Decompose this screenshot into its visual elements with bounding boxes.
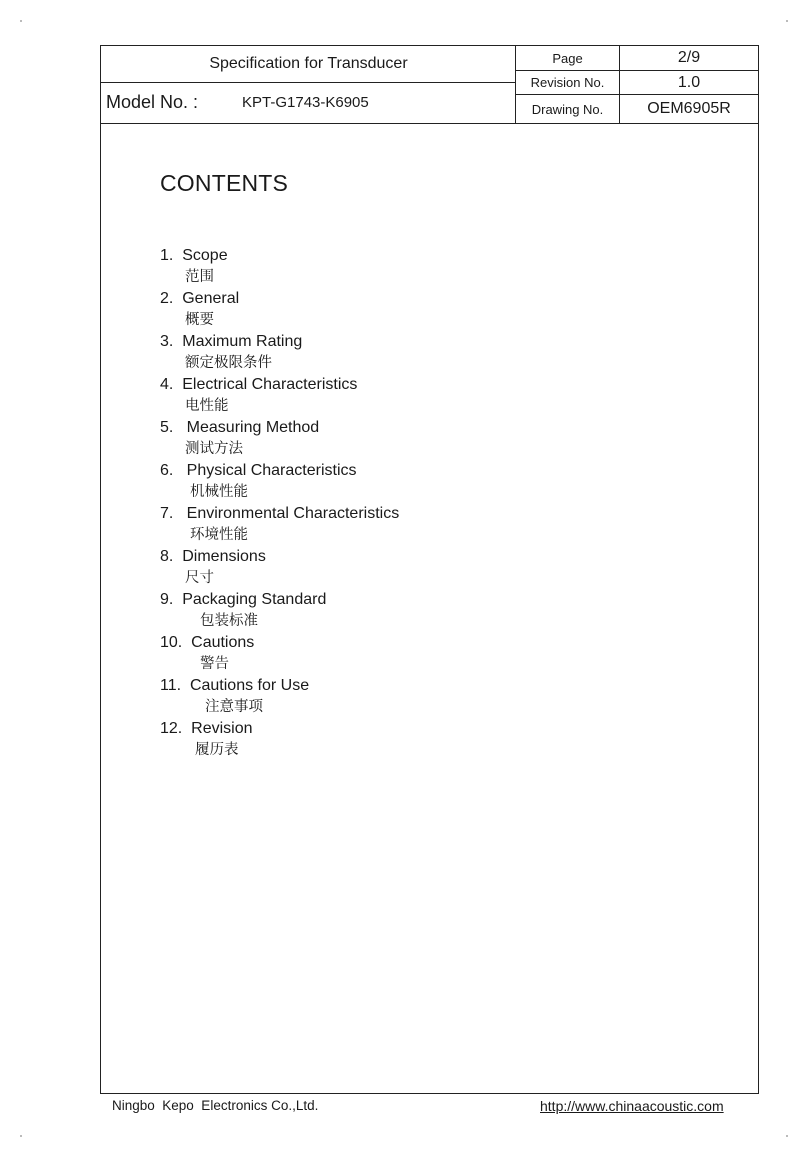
corner-mark: [20, 20, 22, 22]
page-label: Page: [552, 50, 583, 66]
corner-mark: [786, 1135, 788, 1137]
toc-item-chinese: 概要: [185, 312, 214, 328]
company-url-link[interactable]: http://www.chinaacoustic.com: [540, 1098, 724, 1114]
spec-title: Specification for Transducer: [101, 46, 516, 83]
toc-item-chinese: 机械性能: [190, 484, 248, 500]
model-label: Model No. :: [106, 92, 199, 112]
toc-item: [160, 632, 399, 675]
toc-item-chinese: 测试方法: [185, 441, 243, 457]
toc-item-chinese: 尺寸: [185, 570, 214, 586]
company-name: Ningbo Kepo Electronics Co.,Ltd.: [112, 1098, 319, 1113]
toc-item: [160, 374, 399, 417]
toc-item-chinese: 电性能: [185, 398, 229, 414]
contents-heading: CONTENTS: [160, 170, 289, 196]
toc-item: [160, 417, 399, 460]
toc-item-chinese: 警告: [200, 656, 229, 672]
drawing-value: OEM6905R: [620, 94, 758, 123]
toc-item-english: 6. Physical Characteristics: [160, 462, 357, 479]
toc-item-english: 7. Environmental Characteristics: [160, 505, 400, 522]
toc-item-chinese: 额定极限条件: [185, 355, 272, 371]
toc-item: [160, 245, 399, 288]
toc-item-english: 1. Scope: [160, 247, 228, 264]
drawing-label: Drawing No.: [516, 94, 619, 123]
table-of-contents: [160, 245, 399, 761]
toc-item: [160, 460, 399, 503]
toc-item: [160, 288, 399, 331]
corner-mark: [20, 1135, 22, 1137]
toc-item-chinese: 范围: [185, 269, 214, 285]
corner-mark: [786, 20, 788, 22]
toc-item-english: 12. Revision: [160, 720, 253, 737]
revision-value: 1.0: [620, 70, 758, 94]
toc-item-english: 5. Measuring Method: [160, 419, 320, 436]
toc-item: [160, 331, 399, 374]
toc-item: [160, 546, 399, 589]
page-value: 2/9: [677, 49, 701, 66]
toc-item: [160, 675, 399, 718]
toc-item-chinese: 包装标准: [200, 613, 258, 629]
toc-item-english: 8. Dimensions: [160, 548, 266, 565]
toc-item-english: 11. Cautions for Use: [160, 677, 310, 694]
toc-item-english: 3. Maximum Rating: [160, 333, 303, 350]
toc-item-english: 9. Packaging Standard: [160, 591, 327, 608]
header-bottom-rule: [101, 123, 758, 124]
toc-item-english: 10. Cautions: [160, 634, 255, 651]
toc-item: [160, 589, 399, 632]
toc-item: [160, 503, 399, 546]
toc-item-chinese: 履历表: [195, 742, 239, 758]
model-row: [101, 82, 516, 123]
model-value: KPT-G1743-K6905: [242, 94, 369, 111]
toc-item-chinese: 环境性能: [190, 527, 248, 543]
toc-item-chinese: 注意事项: [205, 699, 263, 715]
revision-label: Revision No.: [516, 70, 619, 94]
toc-item: [160, 718, 399, 761]
toc-item-english: 4. Electrical Characteristics: [160, 376, 358, 393]
toc-item-english: 2. General: [160, 290, 240, 307]
